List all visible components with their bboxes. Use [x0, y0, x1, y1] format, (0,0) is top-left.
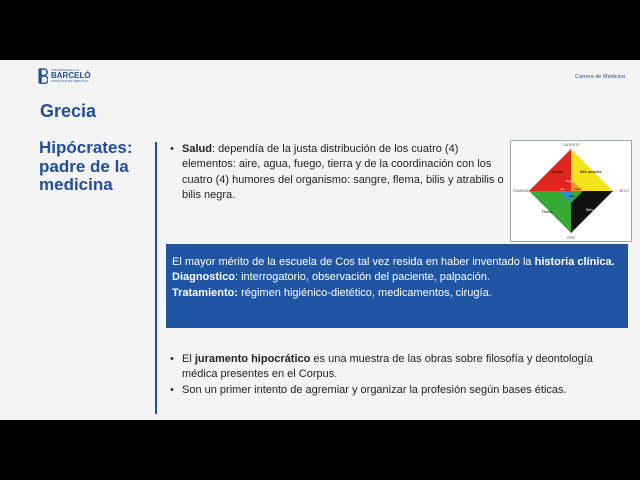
- ethics-bullet: [168, 383, 618, 398]
- slide-title: Grecia: [40, 101, 97, 121]
- label-sangre: Sangre: [551, 170, 564, 174]
- label-seco: SECO: [619, 189, 629, 193]
- label-frio: FRÍO: [566, 236, 576, 240]
- box-line-2: [172, 270, 622, 285]
- label-caliente: CALIENTE: [562, 143, 580, 147]
- label-fuego: Fuego: [566, 180, 574, 183]
- health-bold: Salud: [182, 143, 212, 155]
- slide-subtitle: Hipócrates: padre de la medicina: [39, 138, 133, 195]
- oath-bullet: [168, 352, 618, 383]
- ethics-text: Son un primer intento de agremiar y organizar la profesión según bases éticas.: [182, 383, 567, 396]
- label-flema: Flema: [542, 210, 553, 214]
- health-bullet-list: [168, 142, 508, 204]
- label-humedo: HÚMEDO: [513, 189, 529, 193]
- vertical-divider: [155, 142, 157, 414]
- highlight-box: [166, 244, 628, 328]
- box-line-1: [172, 255, 622, 270]
- health-bullet: [168, 142, 508, 204]
- oath-pre: El: [182, 353, 195, 365]
- logo-big-text: BARCELÓ: [51, 71, 91, 80]
- box-line-1-text: El mayor mérito de la escuela de Cos tal vez resida en haber inventado la: [172, 256, 535, 268]
- box-line-3-bold: Tratamiento:: [172, 286, 239, 299]
- box-line-1-bold: historia clínica.: [534, 256, 615, 268]
- box-line-2-text: : interrogatorio, observación del paciente, palpación.: [234, 271, 490, 284]
- box-line-3-text: régimen higiénico-dietético, medicamentos, cirugía.: [238, 286, 492, 299]
- logo-mark-icon: [38, 68, 48, 84]
- oath-post: es una muestra de las obras sobre filosofía y deontología médica presentes en el Corpus.: [182, 353, 593, 381]
- label-bilis-negra: Bilis negra: [586, 208, 604, 212]
- label-bilis-amarilla: Bilis amarilla: [580, 170, 602, 174]
- oath-bold: juramento hipocrático: [194, 353, 311, 365]
- logo-small-text: UNIVERSIDAD H.A.: [51, 68, 80, 72]
- box-line-2-bold: Diagnostico: [172, 271, 235, 284]
- box-line-3: [172, 286, 622, 301]
- oath-bullet-list: [168, 352, 618, 398]
- label-aire: Aire: [560, 188, 565, 191]
- humors-diagram: [510, 140, 632, 242]
- university-logo: [38, 68, 91, 84]
- career-label: Carrera de Medicina: [575, 74, 625, 80]
- black-quadrant: [571, 191, 613, 233]
- health-text: : dependía de la justa distribución de los cuatro (4) elementos: aire, agua, fuego, tierra y de la coordinación con los cuatro (4) humores del organismo: sangre, flema, bilis y atrabilis o bilis negra.: [182, 143, 504, 202]
- label-agua: Agua: [569, 195, 576, 198]
- red-quadrant: [529, 149, 571, 191]
- label-tierra: Tierra: [574, 188, 581, 191]
- logo-sub-text: FACULTAD DE MEDICINA: [51, 79, 89, 83]
- slide: [0, 60, 640, 420]
